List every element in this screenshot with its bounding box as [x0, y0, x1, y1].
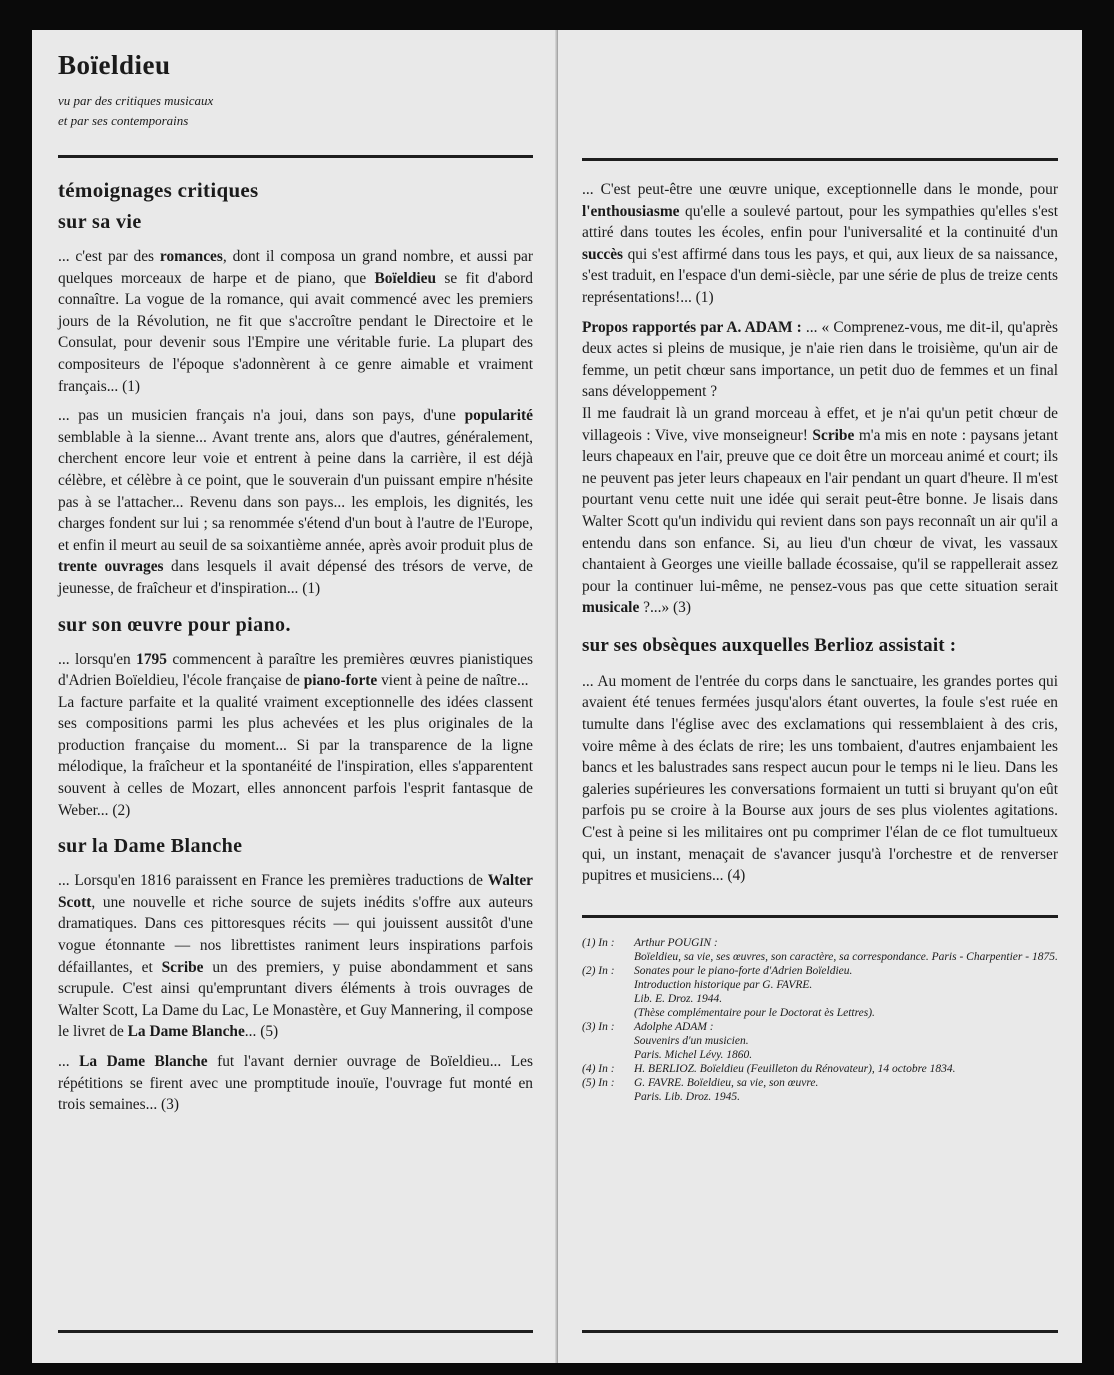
footnote-line: H. BERLIOZ. Boïeldieu (Feuilleton du Rénovateur), 14 octobre 1834. — [634, 1062, 956, 1075]
text-run: Il me faudrait là un grand morceau à effet, et je n'ai qu'un petit chœur de villageois : Vive, vive monseigneur! — [582, 404, 1058, 444]
bold-term: succès — [582, 245, 624, 263]
text-run: un des premiers, y puise abondamment et sans scrupule. C'est ainsi qu'empruntant divers éléments à trois ouvrages de Walter Scott, La Dame du Lac, Le Monastère, et Guy Mannering, il compose le livret de — [58, 958, 533, 1041]
text-run: ... (5) — [244, 1023, 279, 1041]
text-run: ?...» (3) — [639, 599, 691, 617]
footnote-number: (1) In : — [582, 936, 615, 949]
footnote — [582, 1062, 1058, 1076]
paragraph — [58, 1051, 533, 1116]
footnote-body — [634, 1020, 1058, 1062]
footnote — [582, 964, 1058, 1020]
footnote-line: Souvenirs d'un musicien. — [634, 1034, 749, 1047]
bold-term: La Dame Blanche — [79, 1053, 208, 1070]
bold-term: piano-forte — [303, 672, 378, 690]
bottom-rule-right — [582, 1330, 1058, 1333]
footnote-body — [634, 1062, 1058, 1076]
paragraph — [58, 870, 533, 1043]
footnotes — [582, 936, 1058, 1104]
bold-term: l'enthousiasme — [582, 202, 680, 220]
bold-term: trente ouvrages — [58, 558, 164, 576]
bold-term: romances — [159, 248, 223, 265]
text-run: semblable à la sienne... Avant trente ans, alors que d'autres, généralement, cherchent encore leur voie et entrent à peine dans la carrière, il est déjà célèbre, et célèbre à ce point, que le souverain d'un puissant empire n'hésite pas à se l'attacher... Revenu dans son pays... les emplois, les dignités, les charges fondent sur lui ; sa renommée s'étend d'un bout à l'autre de l'Europe, et enfin il meurt au seuil de sa soixantième année, après avoir produit plus de — [58, 428, 533, 554]
footnote-line: Paris. Lib. Droz. 1945. — [634, 1090, 740, 1103]
text-run: dans lesquels il avait dépensé des trésors de verve, de jeunesse, de fraîcheur et d'inspiration... (1) — [58, 558, 533, 597]
right-bottom-text — [582, 671, 1058, 887]
text-run: ... — [58, 1053, 80, 1070]
footnote — [582, 1076, 1058, 1104]
footnote-line: (Thèse complémentaire pour le Doctorat ès Lettres). — [634, 1006, 875, 1019]
bold-term: Scribe — [812, 426, 855, 444]
paragraph — [582, 671, 1058, 887]
text-run: m'a mis en note : paysans jetant leurs chapeaux en l'air, preuve que ce doit être un morceau animé et court; ils ne peuvent pas jeter leurs chapeaux en l'air pendant un quart d'heure. Il m'est pourtant venu cette nuit une idée qui serait peut-être bonne. Je lisais dans Walter Scott qu'un individu qui revient dans son pays reconnaît un air qu'il a entendu dans son enfance. Si, au lieu d'un chœur de vivat, les vassaux chantaient à Georges une vieille ballade écossaise, qu'il se rappellerait assez pour la continuer lui-même, ne pensez-vous pas que cette situation serait — [582, 426, 1058, 595]
text-run: , dont il composa un grand nombre, et aussi par quelques morceaux de harpe et de piano, que — [58, 248, 533, 287]
paragraph — [58, 405, 533, 599]
footnote-body — [634, 964, 1058, 1020]
subtitle-line-1: vu par des critiques musicaux — [58, 93, 214, 108]
bold-term: Propos rapportés par A. ADAM : — [582, 318, 802, 336]
footnote-body — [634, 1076, 1058, 1104]
paragraph — [582, 179, 1058, 309]
section-title: sur son œuvre pour piano. — [58, 613, 291, 636]
paragraph — [58, 246, 533, 397]
bold-term: La Dame Blanche — [127, 1023, 245, 1041]
bold-term: Walter Scott — [58, 872, 533, 911]
text-run: ... Lorsqu'en 1816 paraissent en France les premières traductions de — [58, 872, 488, 890]
text-run: qu'elle a soulevé partout, pour les sympathies qu'elles s'est attiré dans toutes les écoles, enfin pour l'universalité et la continuité d'un — [582, 202, 1058, 242]
footnote-line: Lib. E. Droz. 1944. — [634, 992, 723, 1005]
divider-rule — [582, 158, 1058, 161]
footnote-number: (2) In : — [582, 964, 615, 977]
section-title: sur la Dame Blanche — [58, 835, 243, 858]
bold-term: Boïeldieu — [374, 269, 437, 287]
text-run: ... Au moment de l'entrée du corps dans le sanctuaire, les grandes portes qui avaient été tenues fermées jusqu'alors étant ouvertes, la foule s'est ruée en tumulte dans l'église avec des exclamations qui ressemblaient à des cris, voire même à des éclats de rire; les uns tombaient, d'autres enjambaient les bancs et les balustrades sans respect aucun pour le temps ni le lieu. Dans les galeries supérieures les conversations formaient un tutti si bruyant qu'on eût parfois pu se croire à la Bourse aux jours de ses plus violentes agitations. C'est à peine si les militaires ont pu comprimer l'élan de ce flot tumultueux qui, un instant, menaçait de s'avancer jusqu'à l'orchestre et de renverser pupitres et musiciens... (4) — [582, 672, 1058, 885]
bold-term: popularité — [464, 407, 533, 425]
text-run: se fit d'abord connaître. La vogue de la romance, qui avait commencé avec les premiers jours de la Révolution, ne fit que s'accroître pendant le Directoire et le Consulat, pour devenir sous l'Empire une véritable furie. La plupart des compositeurs de l'époque s'adonnèrent à ce genre aimable et vraiment français... (1) — [58, 269, 533, 395]
footnote-line: Sonates pour le piano-forte d'Adrien Boïeldieu. — [634, 964, 853, 977]
footnote-number: (3) In : — [582, 1020, 615, 1033]
footnote-line: Paris. Michel Lévy. 1860. — [634, 1048, 753, 1061]
right-page — [558, 30, 1082, 1363]
main-heading: témoignages critiques — [58, 178, 259, 202]
footnote-number: (5) In : — [582, 1076, 615, 1089]
footnote — [582, 1020, 1058, 1062]
right-top-text — [582, 179, 1058, 619]
footnote — [582, 936, 1058, 964]
paragraph — [582, 317, 1058, 619]
footnote-line: Introduction historique par G. FAVRE. — [634, 978, 813, 991]
left-page — [32, 30, 555, 1363]
text-run: ... lorsqu'en — [58, 650, 137, 668]
subtitle-line-2: et par ses contemporains — [58, 113, 189, 128]
bold-term: musicale — [582, 599, 640, 617]
footnote-line: Boïeldieu, sa vie, ses œuvres, son caractère, sa correspondance. Paris - Charpentier - 1875. — [634, 950, 1058, 963]
footnote-line: Arthur POUGIN : — [634, 936, 718, 949]
section-title-berlioz: sur ses obsèques auxquelles Berlioz assistait : — [582, 634, 957, 656]
text-run: ... C'est peut-être une œuvre unique, exceptionnelle dans le monde, pour — [582, 181, 1058, 198]
left-sections — [58, 211, 533, 1116]
text-run: fut l'avant dernier ouvrage de Boïeldieu... Les répétitions se firent avec une promptitude inouïe, l'ouvrage fut monté en trois semaines... (3) — [58, 1053, 534, 1114]
paragraph — [58, 649, 533, 822]
text-run: commencent à paraître les premières œuvres pianistiques d'Adrien Boïeldieu, l'école française de — [58, 650, 533, 690]
text-run: ... c'est par des — [58, 248, 160, 265]
footnote-line: G. FAVRE. Boïeldieu, sa vie, son œuvre. — [634, 1076, 819, 1089]
footnote-line: Adolphe ADAM : — [634, 1020, 714, 1033]
document-title: Boïeldieu — [58, 50, 171, 80]
footnotes-rule — [582, 915, 1058, 918]
bold-term: Scribe — [161, 958, 204, 976]
subtitle — [58, 91, 533, 131]
divider-rule — [58, 155, 533, 158]
bold-term: 1795 — [136, 650, 167, 668]
text-run: , une nouvelle et riche source de sujets inédits s'offre aux auteurs dramatiques. Dans ces pittoresques récits — qui jouissent aussitôt d'une vogue étonnante — nos librettistes raniment leurs inspirations parfois défaillantes, et — [58, 893, 533, 976]
bottom-rule-left — [58, 1330, 533, 1333]
section-title: sur sa vie — [58, 211, 142, 233]
text-run: qui s'est affirmé dans tous les pays, et qui, aux lieux de sa naissance, s'est traduit, en l'espace d'un demi-siècle, par une série de plus de treize cents représentations!... (1) — [582, 245, 1058, 306]
text-run: La facture parfaite et la qualité vraiment exceptionnelle des idées classent ses compositions parmi les plus achevées et les plus originales de la production française du moment... Si par la transparence de la ligne mélodique, la fraîcheur et la spontanéité de l'inspiration, elles s'apparentent souvent à celles de Mozart, elles annoncent parfois l'esprit fantasque de Weber... (2) — [58, 693, 533, 819]
footnote-body — [634, 936, 1058, 964]
text-run: vient à peine de naître... — [377, 672, 529, 690]
text-run: ... pas un musicien français n'a joui, dans son pays, d'une — [58, 407, 465, 425]
text-run: ... « Comprenez-vous, me dit-il, qu'après deux actes si pleins de musique, je n'aie rien dans le troisième, qu'un air de femme, un petit chœur sans importance, un petit duo de femmes et un final sans développement ? — [582, 318, 1058, 401]
footnote-number: (4) In : — [582, 1062, 615, 1075]
